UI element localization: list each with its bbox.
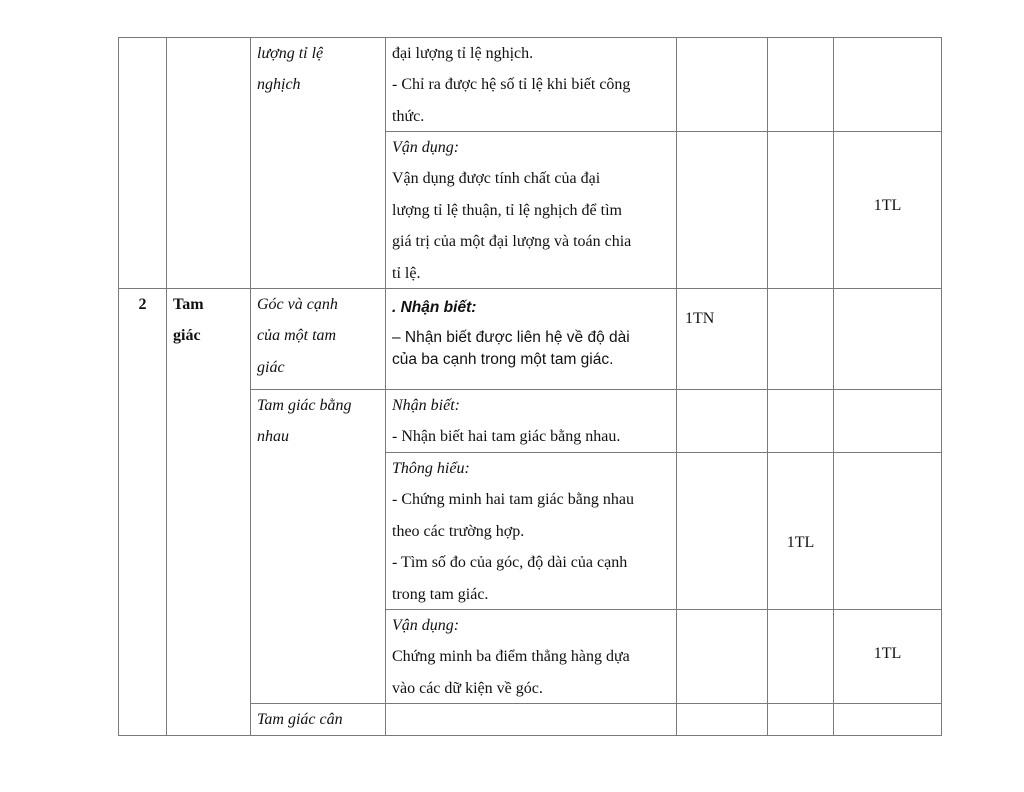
count-cell: [767, 703, 834, 736]
topic-cell: [250, 288, 386, 390]
count-cell: [833, 389, 942, 453]
text-line: Chứng minh ba điểm thẳng hàng dựa: [392, 648, 630, 666]
description-cell: [385, 37, 677, 132]
text-line: - Tìm số đo của góc, độ dài của cạnh: [392, 554, 628, 572]
count-cell: 1TL: [767, 452, 834, 610]
count-cell: [676, 37, 768, 132]
count-cell: [833, 452, 942, 610]
count-cell: [833, 288, 942, 390]
level-heading: . Nhận biết:: [392, 299, 477, 316]
count-cell: [676, 609, 768, 704]
text-line: Tam: [173, 296, 204, 313]
count-cell: [833, 37, 942, 132]
text-line: giác: [257, 358, 285, 376]
count-cell: [676, 389, 768, 453]
text-line: trong tam giác.: [392, 585, 489, 603]
text-line: lượng tỉ lệ thuận, tỉ lệ nghịch để tìm: [392, 201, 622, 219]
level-heading: Vận dụng:: [392, 617, 460, 634]
description-cell: [385, 703, 677, 736]
count-cell: 1TL: [833, 131, 942, 289]
topic-cell: [250, 389, 386, 704]
text-line: theo các trường hợp.: [392, 522, 525, 540]
text-line: - Nhận biết hai tam giác bằng nhau.: [392, 428, 621, 446]
count-cell: [676, 131, 768, 289]
text-line: tỉ lệ.: [392, 264, 421, 282]
level-heading: Thông hiểu:: [392, 460, 470, 477]
description-cell: [385, 288, 677, 390]
count-cell: [767, 37, 834, 132]
text-line: nhau: [257, 428, 289, 446]
text-line: của ba cạnh trong một tam giác.: [392, 351, 614, 368]
text-line: của một tam: [257, 327, 337, 345]
chapter-name: [166, 288, 251, 736]
text-line: đại lượng tỉ lệ nghịch.: [392, 45, 534, 62]
topic-cell: [250, 37, 386, 289]
table-cell-empty: [166, 37, 251, 289]
text-line: - Chỉ ra được hệ số tỉ lệ khi biết công: [392, 76, 631, 94]
text-line: – Nhận biết được liên hệ về độ dài: [392, 329, 630, 346]
description-cell: [385, 131, 677, 289]
text-line: Vận dụng được tính chất của đại: [392, 170, 601, 188]
text-line: Góc và cạnh: [257, 296, 338, 313]
count-cell: [767, 131, 834, 289]
count-cell: [676, 452, 768, 610]
count-cell: 1TN: [676, 288, 768, 390]
description-cell: [385, 389, 677, 453]
description-cell: [385, 609, 677, 704]
row-number: 2: [118, 288, 167, 736]
table-cell-empty: [118, 37, 167, 289]
text-line: Tam giác bằng: [257, 397, 352, 414]
count-cell: [767, 389, 834, 453]
count-cell: [833, 703, 942, 736]
text-line: giá trị của một đại lượng và toán chia: [392, 233, 632, 251]
description-cell: [385, 452, 677, 610]
text-line: nghịch: [257, 76, 301, 94]
text-line: lượng tỉ lệ: [257, 45, 324, 62]
level-heading: Vận dụng:: [392, 139, 460, 156]
text-line: giác: [173, 327, 201, 345]
count-cell: [676, 703, 768, 736]
topic-cell: Tam giác cân: [250, 703, 386, 736]
text-line: thức.: [392, 107, 425, 125]
count-cell: 1TL: [833, 609, 942, 704]
level-heading: Nhận biết:: [392, 397, 460, 414]
count-cell: [767, 609, 834, 704]
count-cell: [767, 288, 834, 390]
text-line: - Chứng minh hai tam giác bằng nhau: [392, 491, 634, 509]
text-line: vào các dữ kiện về góc.: [392, 679, 543, 697]
